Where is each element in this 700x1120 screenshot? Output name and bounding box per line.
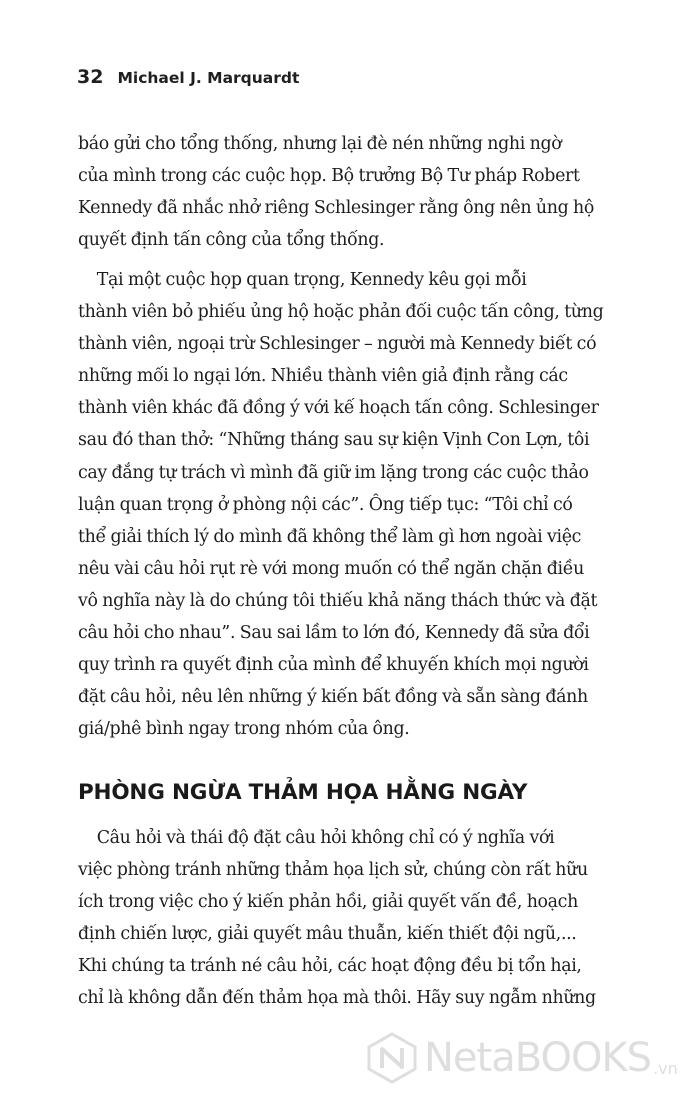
text-line: báo gửi cho tổng thống, nhưng lại đè nén những nghi ngờ <box>78 134 562 154</box>
text-line: đặt câu hỏi, nêu lên những ý kiến bất đồng và sẵn sàng đánh <box>78 687 588 708</box>
text-line: quyết định tấn công của tổng thống. <box>78 230 385 251</box>
watermark-suffix: .vn <box>653 1059 678 1078</box>
text-line: thành viên bỏ phiếu ủng hộ hoặc phản đối cuộc tấn công, từng <box>78 302 604 323</box>
text-line: nêu vài câu hỏi rụt rè với mong muốn có thể ngăn chặn điều <box>78 558 584 579</box>
text-line: Khi chúng ta tránh né câu hỏi, các hoạt động đều bị tổn hại, <box>78 956 582 977</box>
section-heading: PHÒNG NGỪA THẢM HỌA HẰNG NGÀY <box>78 780 528 805</box>
netabooks-logo-icon <box>366 1032 418 1084</box>
text-line: Tại một cuộc họp quan trọng, Kennedy kêu gọi mỗi <box>78 270 527 290</box>
text-line: thành viên khác đã đồng ý với kế hoạch tấn công. Schlesinger <box>78 398 599 419</box>
paragraph-1 <box>78 128 626 256</box>
watermark-brand: NetaBOOKS <box>424 1035 652 1081</box>
text-line: Kennedy đã nhắc nhở riêng Schlesinger rằng ông nên ủng hộ <box>78 198 595 219</box>
page-number: 32 <box>77 66 104 88</box>
text-line: của mình trong các cuộc họp. Bộ trưởng Bộ Tư pháp Robert <box>78 166 580 187</box>
author-name: Michael J. Marquardt <box>117 69 300 87</box>
text-line: cay đắng tự trách vì mình đã giữ im lặng trong các cuộc thảo <box>78 462 589 483</box>
paragraph-2 <box>78 264 626 745</box>
text-line: việc phòng tránh những thảm họa lịch sử, chúng còn rất hữu <box>78 860 588 881</box>
paragraph-3 <box>78 822 626 1015</box>
text-line: giá/phê bình ngay trong nhóm của ông. <box>78 719 410 740</box>
text-line: thể giải thích lý do mình đã không thể làm gì hơn ngoài việc <box>78 526 582 547</box>
running-header <box>77 66 299 88</box>
text-line: Câu hỏi và thái độ đặt câu hỏi không chỉ có ý nghĩa với <box>78 828 555 848</box>
text-line: chỉ là không dẫn đến thảm họa mà thôi. Hãy suy ngẫm những <box>78 988 596 1009</box>
text-line: quy trình ra quyết định của mình để khuyến khích mọi người <box>78 655 589 676</box>
watermark <box>366 1032 678 1084</box>
text-line: thành viên, ngoại trừ Schlesinger – người mà Kennedy biết có <box>78 334 597 355</box>
text-line: vô nghĩa này là do chúng tôi thiếu khả năng thách thức và đặt <box>78 590 598 611</box>
text-line: câu hỏi cho nhau”. Sau sai lầm to lớn đó, Kennedy đã sửa đổi <box>78 623 590 644</box>
text-line: định chiến lược, giải quyết mâu thuẫn, kiến thiết đội ngũ,... <box>78 924 577 945</box>
text-line: ích trong việc cho ý kiến phản hồi, giải quyết vấn đề, hoạch <box>78 892 578 913</box>
text-line: những mối lo ngại lớn. Nhiều thành viên giả định rằng các <box>78 366 568 387</box>
text-line: sau đó than thở: “Những tháng sau sự kiện Vịnh Con Lợn, tôi <box>78 430 590 451</box>
text-line: luận quan trọng ở phòng nội các”. Ông tiếp tục: “Tôi chỉ có <box>78 494 573 515</box>
